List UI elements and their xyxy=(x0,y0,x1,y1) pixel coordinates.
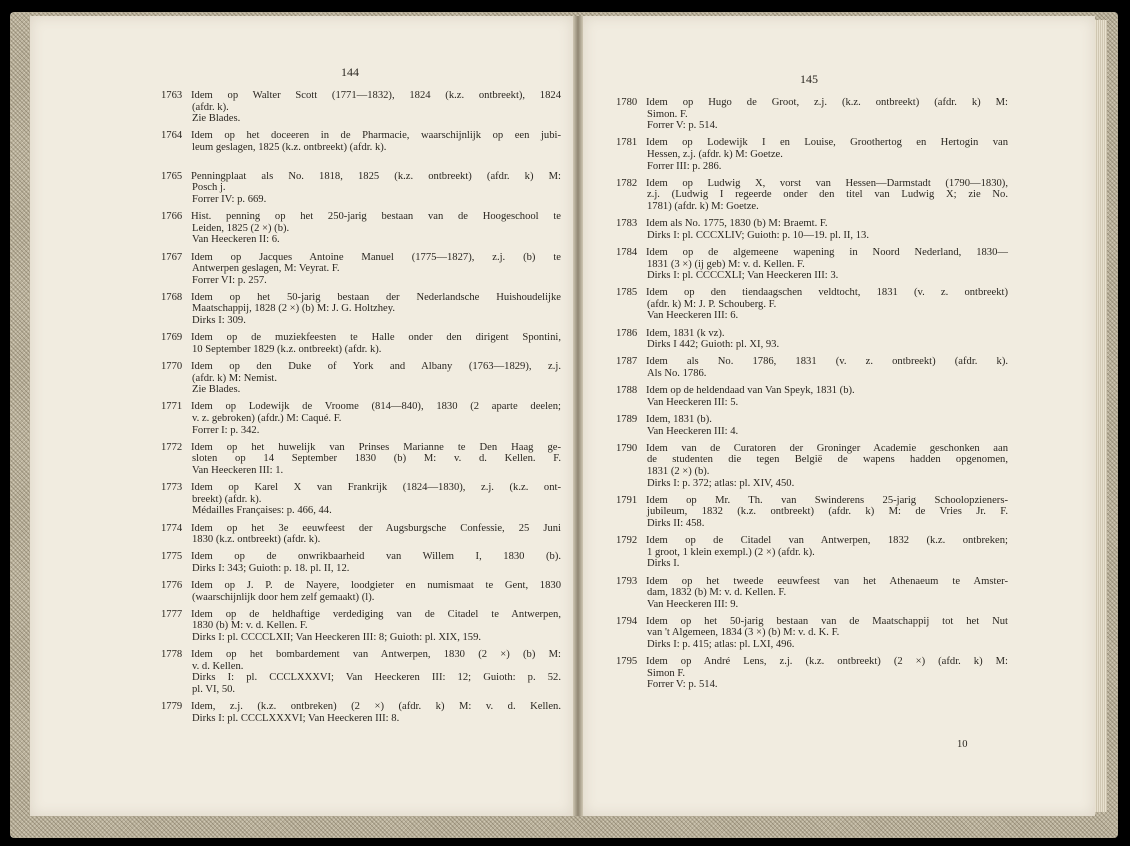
left-page xyxy=(30,16,573,816)
entry-line: Idem op Lodewijk de Vroome (814—840), 1830 (2 aparte deelen; xyxy=(191,401,561,413)
page-number: 144 xyxy=(341,65,359,79)
catalog-entry xyxy=(616,178,1008,213)
entry-line: Van Heeckeren III: 5. xyxy=(647,396,739,408)
entry-line: Dirks I. xyxy=(647,558,680,570)
entry-line: Posch j. xyxy=(192,182,226,194)
entry-line: Forrer I: p. 342. xyxy=(192,424,260,436)
catalog-entry xyxy=(161,401,561,436)
entry-number: 1779 xyxy=(161,701,183,713)
entry-number: 1781 xyxy=(616,137,638,149)
catalog-entry xyxy=(616,137,1008,172)
catalog-entry xyxy=(616,576,1008,611)
entry-line: Idem op het 50-jarig bestaan van de Maatschappij tot het Nut xyxy=(646,615,1008,627)
entry-number: 1774 xyxy=(161,522,183,534)
entry-line: Idem op J. P. de Nayere, loodgieter en numismaat te Gent, 1830 xyxy=(191,580,561,592)
entry-line: Simon F. xyxy=(647,667,686,679)
entry-line: Van Heeckeren III: 9. xyxy=(647,598,739,610)
entry-line: Dirks I: 343; Guioth: p. 18. pl. II, 12. xyxy=(192,562,350,574)
entry-line: Zie Blades. xyxy=(192,113,241,125)
entry-line: Idem op de Citadel van Antwerpen, 1832 (k.z. ontbreken; xyxy=(646,535,1008,547)
entry-line: leum geslagen, 1825 (k.z. ontbreekt) (afdr. k). xyxy=(192,141,387,153)
catalog-entry xyxy=(161,332,561,355)
entry-line: Forrer V: p. 514. xyxy=(647,679,718,691)
entry-number: 1763 xyxy=(161,90,183,101)
entry-line: Penningplaat als No. 1818, 1825 (k.z. ontbreekt) (afdr. k) M: xyxy=(191,170,561,182)
entry-number: 1786 xyxy=(616,327,638,339)
entry-line: Idem op de algemeene wapening in Noord Nederland, 1830— xyxy=(646,246,1008,258)
entry-number: 1764 xyxy=(161,130,183,142)
entry-line: (afdr. k) M: J. P. Schouberg. F. xyxy=(647,298,777,310)
catalog-entry xyxy=(616,287,1008,322)
catalog-entry xyxy=(161,609,561,644)
entry-line: Idem op Hugo de Groot, z.j. (k.z. ontbreekt) (afdr. k) M: xyxy=(646,97,1008,108)
entry-line: 1831 (3 ×) (ij geb) M: v. d. Kellen. F. xyxy=(647,258,805,270)
entry-line: 1830 (k.z. ontbreekt) (afdr. k). xyxy=(192,534,321,546)
entry-number: 1780 xyxy=(616,97,638,108)
catalog-entry xyxy=(616,535,1008,570)
catalog-entry xyxy=(616,443,1008,489)
entry-line: Idem op den Duke of York and Albany (1763—1829), z.j. xyxy=(191,361,561,373)
entry-line: Antwerpen geslagen, M: Veyrat. F. xyxy=(192,263,340,275)
catalog-entry xyxy=(161,171,561,206)
entry-number: 1778 xyxy=(161,649,183,661)
entry-line: dam, 1832 (b) M: v. d. Kellen. F. xyxy=(647,587,787,599)
catalog-entry xyxy=(161,482,561,517)
entry-number: 1795 xyxy=(616,656,638,668)
entry-line: Dirks I: 309. xyxy=(192,315,246,327)
entry-line: Dirks I: pl. CCCCXLI; Van Heeckeren III: 3. xyxy=(647,270,839,282)
entry-line: Van Heeckeren III: 4. xyxy=(647,425,739,437)
entry-number: 1791 xyxy=(616,494,638,506)
signature-mark: 10 xyxy=(957,739,968,750)
catalog-entry xyxy=(161,551,561,574)
entry-number: 1784 xyxy=(616,246,638,258)
page-edges xyxy=(1095,20,1107,812)
entry-line: Idem op de muziekfeesten te Halle onder den dirigent Spontini, xyxy=(191,332,561,344)
entry-number: 1782 xyxy=(616,177,638,189)
catalog-entry xyxy=(161,90,561,125)
catalog-entry xyxy=(616,495,1008,530)
entry-line: Dirks I: pl. CCCLXXXVI; Van Heeckeren III: 12; Guioth: p. 52. xyxy=(192,672,561,684)
entry-line: Idem op het bombardement van Antwerpen, 1830 (2 ×) (b) M: xyxy=(191,649,561,661)
entry-number: 1775 xyxy=(161,551,183,563)
entry-line: Dirks II: 458. xyxy=(647,517,705,529)
entry-number: 1768 xyxy=(161,291,183,303)
entry-line: Idem op Karel X van Frankrijk (1824—1830), z.j. (k.z. ont- xyxy=(191,482,561,494)
book-gutter xyxy=(573,16,583,816)
catalog-entry xyxy=(616,656,1008,691)
entry-line: Als No. 1786. xyxy=(647,368,707,380)
entry-number: 1773 xyxy=(161,482,183,494)
entry-line: Van Heeckeren III: 1. xyxy=(192,464,284,476)
entry-line: Dirks I: pl. CCCXLIV; Guioth: p. 10—19. pl. II, 13. xyxy=(647,229,869,241)
entry-line: Van Heeckeren II: 6. xyxy=(192,234,280,246)
catalog-entry xyxy=(161,442,561,477)
entry-line: Idem op het huwelijk van Prinses Marianne te Den Haag ge- xyxy=(191,441,561,453)
entry-line: Hessen, z.j. (afdr. k) M: Goetze. xyxy=(647,148,783,160)
entry-line: (afdr. k) M: Nemist. xyxy=(192,372,278,384)
entry-line: Idem op Ludwig X, vorst van Hessen—Darmstadt (1790—1830), xyxy=(646,177,1008,189)
catalog-entry xyxy=(616,616,1008,651)
catalog-entry xyxy=(161,211,561,246)
entry-number: 1787 xyxy=(616,356,638,368)
catalog-entry xyxy=(161,701,561,724)
entry-line: Dirks I: pl. CCCLXXXVI; Van Heeckeren III: 8. xyxy=(192,712,400,724)
catalog-entry xyxy=(161,130,561,165)
entry-line: Hist. penning op het 250-jarig bestaan van de Hoogeschool te xyxy=(191,211,561,223)
entry-line: Dirks I: pl. CCCCLXII; Van Heeckeren III: 8; Guioth: pl. XIX, 159. xyxy=(192,632,482,644)
entry-line: Forrer IV: p. 669. xyxy=(192,193,267,205)
entry-line: 1 groot, 1 klein exempl.) (2 ×) (afdr. k). xyxy=(647,546,815,558)
entry-line: van 't Algemeen, 1834 (3 ×) (b) M: v. d. K. F. xyxy=(647,627,840,639)
entry-line: Leiden, 1825 (2 ×) (b). xyxy=(192,222,290,234)
entry-line: Van Heeckeren III: 6. xyxy=(647,310,739,322)
entry-number: 1765 xyxy=(161,170,183,182)
entry-line: Idem als No. 1786, 1831 (v. z. ontbreekt) (afdr. k). xyxy=(646,356,1008,368)
entry-line: 1831 (2 ×) (b). xyxy=(647,465,710,477)
entry-line: Idem op André Lens, z.j. (k.z. ontbreekt) (2 ×) (afdr. k) M: xyxy=(646,656,1008,668)
entry-line: Forrer V: p. 514. xyxy=(647,120,718,132)
entry-number: 1785 xyxy=(616,287,638,299)
entry-list xyxy=(616,97,1008,697)
entry-number: 1789 xyxy=(616,414,638,425)
entry-line: Idem, 1831 (k vz). xyxy=(646,327,725,339)
entry-line: Idem op het 3e eeuwfeest der Augsburgsche Confessie, 25 Juni xyxy=(191,522,561,534)
entry-line: Idem op de heldendaad van Van Speyk, 1831 (b). xyxy=(646,385,855,397)
entry-line: Idem op Mr. Th. van Swinderens 25-jarig Schoolopzieners- xyxy=(646,494,1008,506)
entry-line: Idem op het doceeren in de Pharmacie, waarschijnlijk op een jubi- xyxy=(191,130,561,142)
entry-line: Simon. F. xyxy=(647,108,688,120)
entry-line: Idem op den tiendaagschen veldtocht, 1831 (v. z. ontbreekt) xyxy=(646,287,1008,299)
entry-line: breekt) (afdr. k). xyxy=(192,493,262,505)
entry-line: 10 September 1829 (k.z. ontbreekt) (afdr. k). xyxy=(192,343,382,355)
catalog-entry xyxy=(161,523,561,546)
entry-line: jubileum, 1832 (k.z. ontbreekt) (afdr. k) M: de Vries Jr. F. xyxy=(647,506,1008,518)
entry-line: Idem op het 50-jarig bestaan der Nederlandsche Huishoudelijke xyxy=(191,291,561,303)
right-page xyxy=(583,16,1095,816)
catalog-entry xyxy=(161,361,561,396)
entry-line: sloten op 14 September 1830 (b) M: v. d. Kellen. F. xyxy=(192,453,561,465)
entry-line: Dirks I: p. 415; atlas: pl. LXI, 496. xyxy=(647,639,795,651)
entry-line: Forrer III: p. 286. xyxy=(647,160,722,172)
entry-number: 1766 xyxy=(161,211,183,223)
entry-line: Idem, z.j. (k.z. ontbreken) (2 ×) (afdr. k) M: v. d. Kellen. xyxy=(191,701,561,713)
entry-number: 1769 xyxy=(161,332,183,344)
catalog-entry xyxy=(161,580,561,603)
entry-line: v. d. Kellen. xyxy=(192,660,244,672)
entry-line: Dirks I: p. 372; atlas: pl. XIV, 450. xyxy=(647,477,795,489)
entry-line: Dirks I 442; Guioth: pl. XI, 93. xyxy=(647,339,780,351)
catalog-entry xyxy=(616,356,1008,379)
entry-line: Idem op Walter Scott (1771—1832), 1824 (k.z. ontbreekt), 1824 xyxy=(191,90,561,101)
entry-number: 1772 xyxy=(161,441,183,453)
entry-line: Idem op de heldhaftige verdediging van de Citadel te Antwerpen, xyxy=(191,608,561,620)
catalog-entry xyxy=(161,649,561,695)
entry-line: Forrer VI: p. 257. xyxy=(192,274,267,286)
entry-line: Idem van de Curatoren der Groninger Academie geschonken aan xyxy=(646,442,1008,454)
entry-number: 1793 xyxy=(616,575,638,587)
entry-line: (waarschijnlijk door hem zelf gemaakt) (l). xyxy=(192,591,375,603)
entry-line: v. z. gebroken) (afdr.) M: Caqué. F. xyxy=(192,413,342,424)
entry-list xyxy=(161,90,561,730)
catalog-entry xyxy=(161,292,561,327)
entry-line: Idem op Lodewijk I en Louise, Groothertog en Hertogin van xyxy=(646,137,1008,149)
catalog-entry xyxy=(616,247,1008,282)
entry-line: Idem op de onwrikbaarheid van Willem I, 1830 (b). xyxy=(191,551,561,563)
entry-number: 1790 xyxy=(616,442,638,454)
entry-number: 1777 xyxy=(161,608,183,620)
entry-number: 1794 xyxy=(616,615,638,627)
entry-line: Idem als No. 1775, 1830 (b) M: Braemt. F. xyxy=(646,218,828,230)
entry-number: 1776 xyxy=(161,580,183,592)
entry-number: 1771 xyxy=(161,401,183,413)
catalog-entry xyxy=(616,218,1008,241)
catalog-entry xyxy=(616,414,1008,437)
entry-line: Idem op Jacques Antoine Manuel (1775—1827), z.j. (b) te xyxy=(191,251,561,263)
entry-number: 1788 xyxy=(616,385,638,397)
page-number: 145 xyxy=(800,72,818,86)
entry-line: Idem, 1831 (b). xyxy=(646,414,712,425)
entry-number: 1770 xyxy=(161,361,183,373)
entry-line: Médailles Françaises: p. 466, 44. xyxy=(192,505,332,517)
entry-line: 1781) (afdr. k) M: Goetze. xyxy=(647,200,759,212)
entry-line: Maatschappij, 1828 (2 ×) (b) M: J. G. Holtzhey. xyxy=(192,303,395,315)
entry-line: de studenten die tegen België de wapens hadden opgenomen, xyxy=(647,454,1008,466)
entry-line: Idem op het tweede eeuwfeest van het Athenaeum te Amster- xyxy=(646,575,1008,587)
catalog-entry xyxy=(616,97,1008,132)
entry-line: z.j. (Ludwig I regeerde onder den titel van Ludwig X; zie No. xyxy=(647,189,1008,201)
entry-line: 1830 (b) M: v. d. Kellen. F. xyxy=(192,620,308,632)
entry-line xyxy=(191,154,561,166)
catalog-entry xyxy=(616,385,1008,408)
catalog-entry xyxy=(616,328,1008,351)
entry-number: 1783 xyxy=(616,218,638,230)
catalog-entry xyxy=(161,252,561,287)
entry-number: 1792 xyxy=(616,535,638,547)
entry-line: pl. VI, 50. xyxy=(192,684,236,696)
entry-line: Zie Blades. xyxy=(192,384,241,396)
entry-number: 1767 xyxy=(161,251,183,263)
entry-line: (afdr. k). xyxy=(192,101,229,113)
